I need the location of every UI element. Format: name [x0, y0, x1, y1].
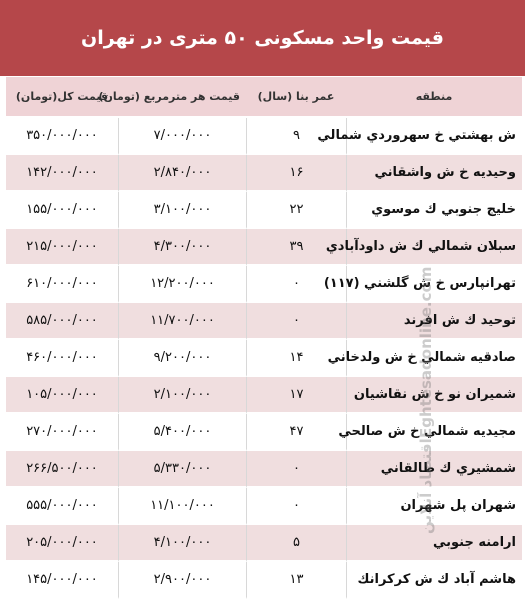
- cell-age: ۱۴: [246, 340, 346, 377]
- cell-region: صادقيه شمالي خ ش ولدخاني: [346, 340, 522, 377]
- cell-region: توحيد ك ش افرند: [346, 303, 522, 340]
- cell-price-per-sqm: ۵/۴۰۰/۰۰۰: [118, 414, 246, 451]
- cell-price-per-sqm: ۳/۱۰۰/۰۰۰: [118, 192, 246, 229]
- cell-total-price: ۵۸۵/۰۰۰/۰۰۰: [6, 303, 118, 340]
- price-table: [6, 77, 522, 599]
- cell-age: ۰: [246, 488, 346, 525]
- cell-total-price: ۱۴۲/۰۰۰/۰۰۰: [6, 155, 118, 192]
- cell-age: ۲۲: [246, 192, 346, 229]
- cell-price-per-sqm: ۵/۳۳۰/۰۰۰: [118, 451, 246, 488]
- table-row: [6, 525, 522, 562]
- cell-region: ارامنه جنوبي: [346, 525, 522, 562]
- table-row: [6, 414, 522, 451]
- cell-total-price: ۱۵۵/۰۰۰/۰۰۰: [6, 192, 118, 229]
- table-row: [6, 340, 522, 377]
- cell-price-per-sqm: ۷/۰۰۰/۰۰۰: [118, 118, 246, 155]
- cell-total-price: ۲۱۵/۰۰۰/۰۰۰: [6, 229, 118, 266]
- cell-price-per-sqm: ۱۲/۲۰۰/۰۰۰: [118, 266, 246, 303]
- cell-region: شميران نو خ ش نقاشيان: [346, 377, 522, 414]
- cell-age: ۰: [246, 266, 346, 303]
- header-total-price: قیمت کل(تومان): [6, 77, 118, 118]
- table-row: [6, 488, 522, 525]
- cell-region: سبلان شمالي ك ش داودآبادي: [346, 229, 522, 266]
- cell-total-price: ۲۶۶/۵۰۰/۰۰۰: [6, 451, 118, 488]
- cell-price-per-sqm: ۹/۲۰۰/۰۰۰: [118, 340, 246, 377]
- header-region: منطقه: [346, 77, 522, 118]
- cell-total-price: ۴۶۰/۰۰۰/۰۰۰: [6, 340, 118, 377]
- watermark-persian: اقتصاد آنلاین: [417, 437, 435, 534]
- cell-age: ۱۶: [246, 155, 346, 192]
- table-row: [6, 303, 522, 340]
- cell-age: ۴۷: [246, 414, 346, 451]
- table-row: [6, 118, 522, 155]
- table-row: [6, 192, 522, 229]
- cell-age: ۱۳: [246, 562, 346, 599]
- cell-price-per-sqm: ۴/۳۰۰/۰۰۰: [118, 229, 246, 266]
- cell-region: تهرانپارس خ ش گلشني (۱۱۷): [346, 266, 522, 303]
- watermark-latin: Eghtesadonline.com: [417, 266, 435, 438]
- table-row: [6, 266, 522, 303]
- cell-price-per-sqm: ۱۱/۱۰۰/۰۰۰: [118, 488, 246, 525]
- cell-age: ۰: [246, 451, 346, 488]
- cell-region: هاشم آباد ك ش كركرانك: [346, 562, 522, 599]
- cell-price-per-sqm: ۲/۸۴۰/۰۰۰: [118, 155, 246, 192]
- table-row: [6, 155, 522, 192]
- cell-total-price: ۲۰۵/۰۰۰/۰۰۰: [6, 525, 118, 562]
- cell-total-price: ۲۷۰/۰۰۰/۰۰۰: [6, 414, 118, 451]
- header-age: عمر بنا (سال): [246, 77, 346, 118]
- table-row: [6, 562, 522, 599]
- table-header-row: [6, 77, 522, 118]
- header-price-per-sqm: قیمت هر مترمربع (تومان): [118, 77, 246, 118]
- cell-price-per-sqm: ۱۱/۷۰۰/۰۰۰: [118, 303, 246, 340]
- cell-total-price: ۵۵۵/۰۰۰/۰۰۰: [6, 488, 118, 525]
- table-row: [6, 451, 522, 488]
- cell-age: ۹: [246, 118, 346, 155]
- cell-age: ۱۷: [246, 377, 346, 414]
- table-row: [6, 229, 522, 266]
- cell-price-per-sqm: ۲/۱۰۰/۰۰۰: [118, 377, 246, 414]
- cell-age: ۳۹: [246, 229, 346, 266]
- cell-region: مجيديه شمالي خ ش صالحي: [346, 414, 522, 451]
- cell-price-per-sqm: ۴/۱۰۰/۰۰۰: [118, 525, 246, 562]
- cell-region: شهران پل شهران: [346, 488, 522, 525]
- cell-total-price: ۶۱۰/۰۰۰/۰۰۰: [6, 266, 118, 303]
- cell-region: خليج جنوبي ك موسوي: [346, 192, 522, 229]
- cell-total-price: ۳۵۰/۰۰۰/۰۰۰: [6, 118, 118, 155]
- cell-region: ش بهشتي خ سهروردي شمالي: [346, 118, 522, 155]
- cell-region: شمشيري ك طالقاني: [346, 451, 522, 488]
- table-row: [6, 377, 522, 414]
- cell-price-per-sqm: ۲/۹۰۰/۰۰۰: [118, 562, 246, 599]
- cell-total-price: ۱۴۵/۰۰۰/۰۰۰: [6, 562, 118, 599]
- cell-region: وحيديه خ ش واشقاني: [346, 155, 522, 192]
- cell-total-price: ۱۰۵/۰۰۰/۰۰۰: [6, 377, 118, 414]
- cell-age: ۵: [246, 525, 346, 562]
- page-title: قیمت واحد مسکونی ۵۰ متری در تهران: [80, 27, 445, 49]
- title-bar: [0, 0, 525, 76]
- cell-age: ۰: [246, 303, 346, 340]
